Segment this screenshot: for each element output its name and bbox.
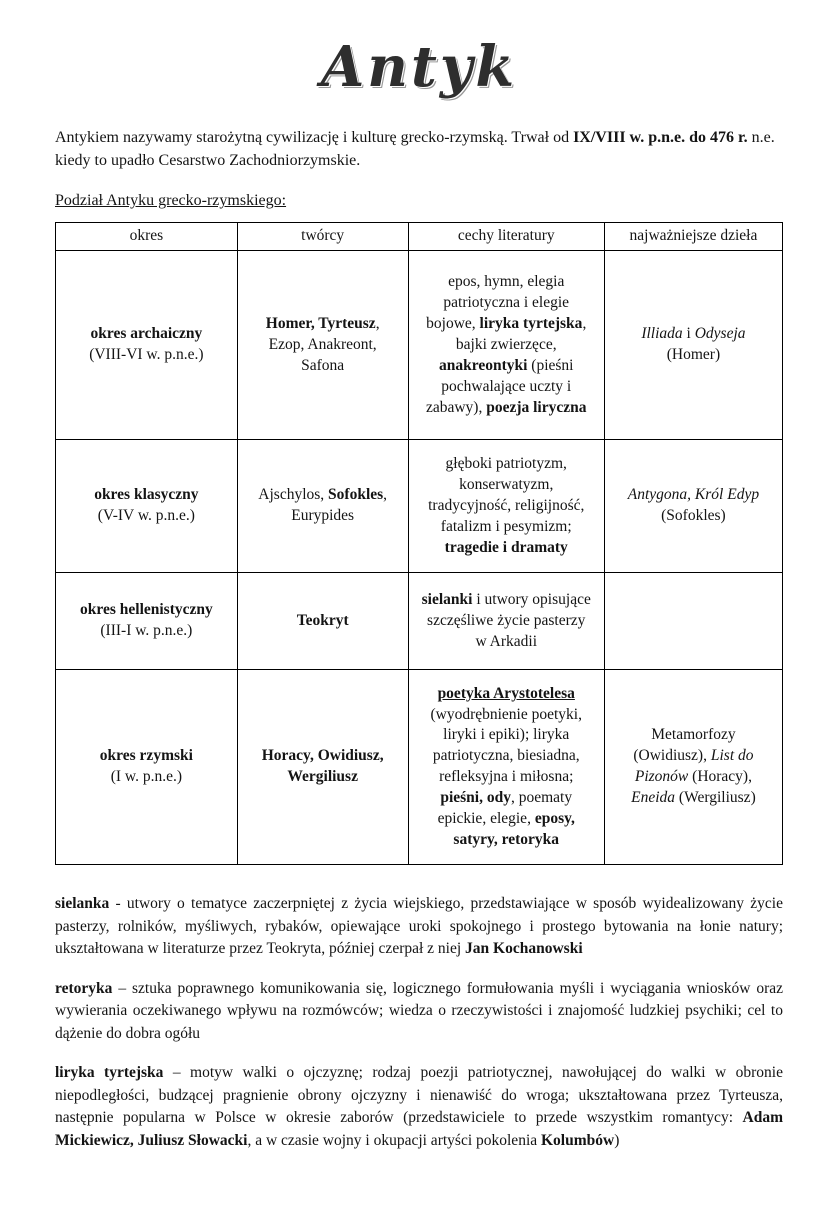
table-row-okres-archaiczny	[56, 251, 783, 440]
definition-sielanka: sielanka - utwory o tematyce zaczerpniętej z życia wiejskiego, przedstawiające w sposób wyidealizowany życie pasterzy, rolników, myśliwych, rybaków, opiewające uroki spokojnego i prostego bytowania na łonie natury; ukształtowana w literaturze przez Teokryta, później czerpał z niej Jan Kochanowski	[55, 895, 783, 958]
cell-najwazniejsze-dziela: Metamorfozy (Owidiusz), List do Pizonów (Horacy), Eneida (Wergiliusz)	[604, 670, 782, 865]
cell-okres: okres rzymski (I w. p.n.e.)	[56, 670, 238, 865]
section-heading: Podział Antyku grecko-rzymskiego:	[55, 192, 287, 210]
intro-paragraph: Antykiem nazywamy starożytną cywilizację i kulturę grecko-rzymską. Trwał od IX/VIII w. p.n.e. do 476 r. n.e. kiedy to upadło Cesarstwo Zachodniorzymskie.	[55, 129, 775, 170]
table-row-okres-rzymski	[56, 670, 783, 865]
definition-retoryka: retoryka – sztuka poprawnego komunikowania się, logicznego formułowania myśli i wyciągania wniosków oraz wywierania oczekiwanego wpływu na rozmówców; wiedza o rzeczywistości i znajomość ludzkiej psychiki; cel to dążenie do dobra ogółu	[55, 979, 783, 1042]
definitions-section	[55, 893, 783, 1152]
cell-okres: okres klasyczny (V-IV w. p.n.e.)	[56, 440, 238, 573]
document-title: Antyk	[320, 34, 518, 100]
column-header-najwazniejsze-dziela: najważniejsze dzieła	[604, 223, 782, 251]
cell-tworcy: Homer, Tyrteusz, Ezop, Anakreont, Safona	[237, 251, 408, 440]
cell-okres: okres hellenistyczny (III-I w. p.n.e.)	[56, 573, 238, 670]
cell-cechy-literatury: epos, hymn, elegia patriotyczna i elegie bojowe, liryka tyrtejska, bajki zwierzęce, anakreontyki (pieśni pochwalające uczty i zabawy), poezja liryczna	[408, 251, 604, 440]
cell-cechy-literatury: poetyka Arystotelesa (wyodrębnienie poetyki, liryki i epiki); liryka patriotyczna, biesiadna, refleksyjna i miłosna; pieśni, ody, poematy epickie, elegie, eposy, satyry, retoryka	[408, 670, 604, 865]
cell-tworcy: Teokryt	[237, 573, 408, 670]
column-header-cechy-literatury: cechy literatury	[408, 223, 604, 251]
column-header-okres: okres	[56, 223, 238, 251]
cell-tworcy: Ajschylos, Sofokles, Eurypides	[237, 440, 408, 573]
table-row-okres-klasyczny	[56, 440, 783, 573]
cell-najwazniejsze-dziela: Antygona, Król Edyp (Sofokles)	[604, 440, 782, 573]
table-row-okres-hellenistyczny	[56, 573, 783, 670]
cell-cechy-literatury: głęboki patriotyzm, konserwatyzm, tradycyjność, religijność, fatalizm i pesymizm; tragedie i dramaty	[408, 440, 604, 573]
cell-najwazniejsze-dziela	[604, 573, 782, 670]
cell-najwazniejsze-dziela: Illiada i Odyseja (Homer)	[604, 251, 782, 440]
definition-liryka-tyrtejska: liryka tyrtejska – motyw walki o ojczyznę; rodzaj poezji patriotycznej, nawołującej do walki w obronie niepodległości, budzącej pragnienie obrony ojczyzny i nienawiść do wroga; ukształtowana przez Tyrteusza, następnie popularna w Polsce w okresie zaborów (przedstawiciele to przede wszystkim romantycy: Adam Mickiewicz, Juliusz Słowacki, a w czasie wojny i okupacji artyści pokolenia Kolumbów)	[55, 1064, 783, 1149]
column-header-tworcy: twórcy	[237, 223, 408, 251]
cell-cechy-literatury: sielanki i utwory opisujące szczęśliwe życie pasterzy w Arkadii	[408, 573, 604, 670]
cell-okres: okres archaiczny (VIII-VI w. p.n.e.)	[56, 251, 238, 440]
cell-tworcy: Horacy, Owidiusz, Wergiliusz	[237, 670, 408, 865]
table-header-row	[56, 223, 783, 251]
periods-table	[55, 222, 783, 865]
